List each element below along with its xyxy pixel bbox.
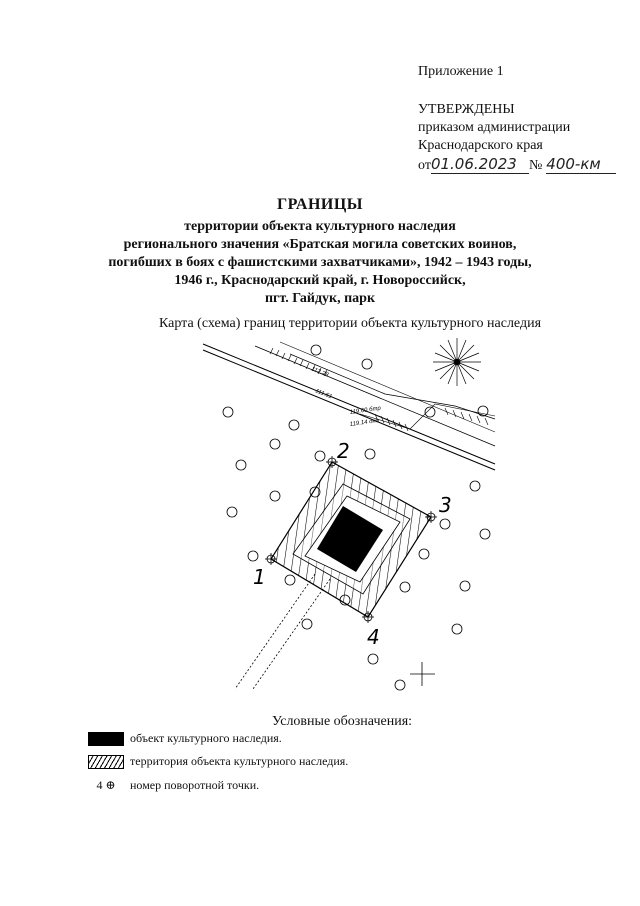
title-line-4: 1946 г., Краснодарский край, г. Новороссийск,	[174, 273, 466, 288]
approval-block	[418, 101, 616, 175]
title-line-3: погибших в боях с фашистскими захватчиками», 1942 – 1943 годы,	[108, 255, 532, 270]
point-label-1: 1	[253, 565, 266, 589]
legend-label-point: номер поворотной точки.	[130, 778, 260, 792]
approved-line-3: Краснодарского края	[418, 138, 543, 153]
footpath-lines	[235, 574, 330, 689]
hatched-square-icon	[88, 755, 124, 769]
map-heading: Карта (схема) границ территории объекта культурного наследия	[158, 316, 542, 331]
title-main: ГРАНИЦЫ	[276, 196, 363, 213]
number-label: №	[528, 158, 543, 173]
title-line-2: регионального значения «Братская могила советских воинов,	[123, 237, 517, 252]
approved-heading: УТВЕРЖДЕНЫ	[418, 102, 515, 117]
road-label-4: 119.14 дно	[349, 417, 380, 428]
appendix-label: Приложение 1	[418, 64, 504, 79]
handwritten-date: 01.06.2023	[431, 155, 529, 174]
legend-label-object: объект культурного наследия.	[130, 731, 282, 745]
title-line-1: территории объекта культурного наследия	[184, 219, 456, 234]
title-line-5: пгт. Гайдук, парк	[264, 291, 376, 306]
legend-item-point	[88, 778, 259, 793]
approved-date-number	[418, 155, 616, 175]
road-label-1: 112.28	[310, 366, 330, 379]
legend-label-territory: территория объекта культурного наследия.	[130, 754, 349, 768]
cross-marker	[410, 662, 435, 686]
boundary-map	[195, 334, 505, 694]
legend-item-territory	[88, 754, 348, 769]
handwritten-number: 400-км	[546, 155, 616, 174]
point-label-4: 4	[367, 625, 380, 649]
document-title	[0, 196, 640, 308]
compass-rose-icon	[433, 338, 481, 386]
point-label-2: 2	[337, 439, 350, 463]
from-label: от	[418, 158, 431, 173]
approved-line-2: приказом администрации	[418, 120, 571, 135]
road-label-2: 111.61	[314, 388, 333, 401]
legend-title: Условные обозначения:	[272, 714, 413, 729]
black-square-icon	[88, 732, 124, 746]
turning-point-icon: 4 ⊕	[96, 778, 116, 792]
point-label-3: 3	[439, 493, 452, 517]
legend-item-object	[88, 731, 282, 746]
road-label-3: 119.60 бтр	[349, 405, 382, 416]
